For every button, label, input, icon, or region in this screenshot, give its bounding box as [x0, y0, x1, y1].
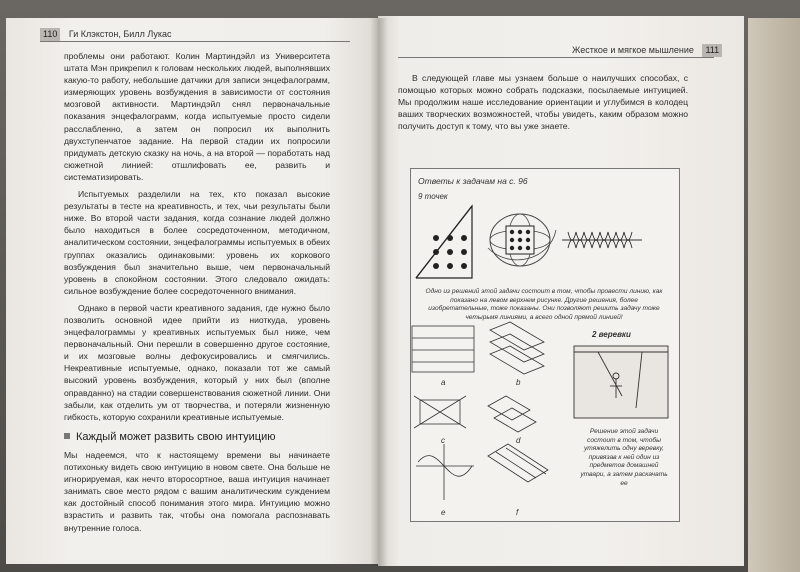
label-b: b — [516, 378, 521, 387]
answers-title: Ответы к задачам на с. 96 — [418, 176, 528, 186]
left-para-4: Мы надеемся, что к настоящему времени вы начинаете потихоньку видеть свою интуицию в новом свете. Она больше не игнорируемая, как нечто второсортное, ваша интуиция начинает занимать свое место рядом с вашим аналитическим суждением как достойный способ понимания этого мира. Интуицию можно взрастить и развить так, чтобы она помогала распознавать внутренние голоса. — [64, 450, 330, 533]
right-header-rule — [398, 57, 714, 58]
section-heading — [64, 431, 276, 443]
nine-dots-triangle-figure — [416, 206, 472, 278]
book-cover-edge — [748, 18, 800, 572]
label-f: f — [516, 508, 519, 517]
nine-dots-label: 9 точек — [418, 192, 448, 201]
left-para-2: Испытуемых разделили на тех, кто показал высокие результаты в тесте на креативность, и тех, чьи результаты были ниже. Во второй части задания, когда сознание людей должно было находиться в более сосредоточенном, методичном, аналитическом состоянии, энцефалограммы испытуемых в обеих группах оказались одинаковыми: уровень их коркового возбуждения был значительно выше, чем первоначальный уровень в спокойном состоянии. Этого следовало ожидать: сильное возбуждение более сосредоточенного внимания. — [64, 189, 330, 296]
right-body-text — [398, 72, 688, 132]
left-body-text-2 — [64, 449, 330, 534]
square-bullet-icon — [64, 433, 70, 439]
left-header-rule — [40, 41, 350, 42]
label-e: e — [441, 508, 446, 517]
left-para-3: Однако в первой части креативного задания, где нужно было позволить основной идее прийти из ниоткуда, уровень энцефалограммы у креативных испытуемых был ниже, чем первоначальный. Они перешли в совершенно другое состояние, и их мозговые волны дефокусировались и смягчились. Некреативные испытуемые, однако, показали тот же самый высокий уровень возбуждения, который у них был (вполне оправданно) на стадии совершенствования сюжетной линии. Они забыли, как отделить ум от творчества, и потеряли жизненную гибкость, которую сохранили креативные испытуемые. — [64, 302, 330, 422]
two-ropes-label: 2 веревки — [592, 330, 631, 339]
right-running-header — [572, 44, 722, 57]
label-a: a — [441, 378, 446, 387]
left-page-number: 110 — [40, 28, 60, 41]
nine-dots-caption: Одно из решений этой задачи состоит в том, чтобы провести линию, как показано на левом верхнем рисунке. Другие решения, более изобретательные, тоже показаны. Они позволяют решить задачу тоже четырьмя линиями, а всего одной прямой линией! — [425, 288, 663, 321]
figure-e — [416, 444, 474, 500]
nine-dots-spiral-figure — [562, 232, 642, 248]
label-d: d — [516, 436, 521, 445]
figure-f — [488, 444, 548, 482]
left-para-1: проблемы они работают. Колин Мартиндэйл из Университета штата Мэн прикрепил к головам нескольких людей, выполнявших какую-то работу, небольшие датчики для записи энцефалограмм, измеряющих уровень возбуждения в зависимости от состояния мозговой активности. Мартиндэйл снял первоначальные показания энцефалограмм, когда испытуемые просто сидели расслабленно, а затем он попросил их выполнить двухступенчатое задание. На первой стадии их попросили придумать детскую сказку на ночь, а на второй — поработать над сюжетной линией: отшлифовать ее, развить и систематизировать. — [64, 51, 330, 182]
figure-d — [488, 396, 536, 432]
section-title: Каждый может развить свою интуицию — [76, 431, 276, 443]
figure-c — [414, 396, 466, 428]
left-body-text — [64, 50, 330, 423]
left-running-head: Ги Клэкстон, Билл Лукас — [68, 29, 172, 39]
two-ropes-caption: Решение этой задачи состоит в том, чтобы утяжелить одну веревку, привязав к ней один из предметов домашней утвари, а затем раскачать ее — [580, 428, 668, 487]
figure-a — [412, 326, 474, 372]
label-c: c — [441, 436, 445, 445]
two-ropes-figure — [574, 346, 668, 418]
right-running-head: Жесткое и мягкое мышление — [572, 45, 694, 55]
right-page-number: 111 — [702, 44, 722, 57]
figure-b — [490, 322, 544, 374]
left-running-header — [40, 28, 171, 41]
nine-dots-globe-figure — [488, 214, 556, 266]
right-para-1: В следующей главе мы узнаем больше о наилучших способах, с помощью которых можно собрать подсказки, посылаемые интуицией. Мы продолжим наше исследование ориентации и углубимся в колодец ваших творческих возможностей, чтобы увидеть, каким образом можно получить доступ к тому, что вы уже знаете. — [398, 73, 688, 132]
book-gutter — [370, 18, 388, 566]
